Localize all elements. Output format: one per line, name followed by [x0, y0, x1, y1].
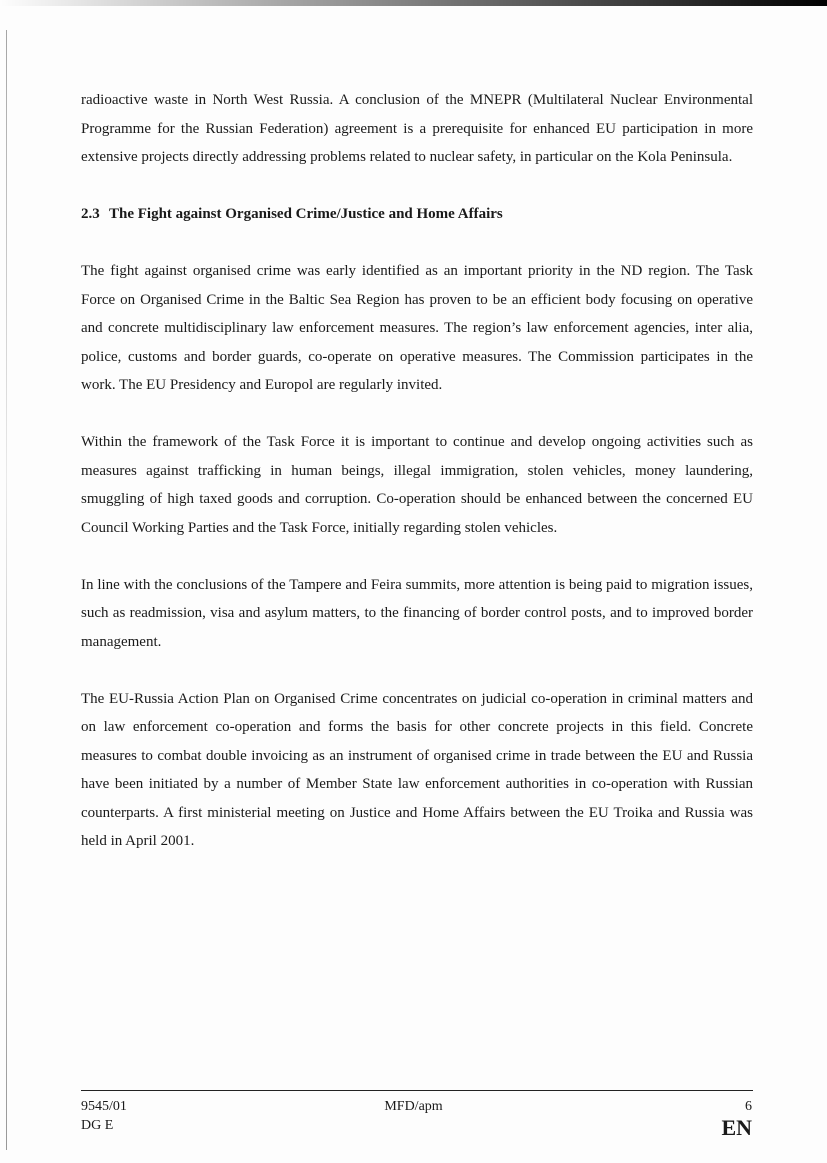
scan-margin-line: [6, 30, 7, 1150]
footer-right: [721, 1097, 752, 1140]
page-body: [81, 86, 753, 856]
section-number: 2.3: [81, 206, 100, 222]
footer-rule: [81, 1090, 753, 1091]
section-heading: [81, 200, 753, 229]
body-paragraph: The fight against organised crime was early identified as an important priority in the ND region. The Task Force on Organised Crime in the Baltic Sea Region has proven to be an efficient body focusing on operative and concrete multidisciplinary law enforcement measures. The region’s law enforcement agencies, inter alia, police, customs and border guards, co-operate on operative measures. The Commission participates in the work. The EU Presidency and Europol are regularly invited.: [81, 263, 753, 393]
doc-number: 9545/01: [81, 1099, 127, 1114]
footer-initials: MFD/apm: [384, 1099, 443, 1114]
language-code: EN: [721, 1115, 752, 1140]
directorate: DG E: [81, 1118, 114, 1133]
page-number: 6: [745, 1099, 752, 1114]
intro-paragraph: radioactive waste in North West Russia. A conclusion of the MNEPR (Multilateral Nuclear Environmental Programme for the Russian Federation) agreement is a prerequisite for enhanced EU participation in more extensive projects directly addressing problems related to nuclear safety, in particular on the Kola Peninsula.: [81, 92, 753, 165]
body-paragraph: Within the framework of the Task Force it is important to continue and develop ongoing activities such as measures against trafficking in human beings, illegal immigration, stolen vehicles, money laundering, smuggling of high taxed goods and corruption. Co-operation should be enhanced between the concerned EU Council Working Parties and the Task Force, initially regarding stolen vehicles.: [81, 434, 753, 536]
body-paragraph: In line with the conclusions of the Tampere and Feira summits, more attention is being paid to migration issues, such as readmission, visa and asylum matters, to the financing of border control posts, and to improved border management.: [81, 576, 753, 650]
body-paragraph: The EU-Russia Action Plan on Organised Crime concentrates on judicial co-operation in criminal matters and on law enforcement co-operation and forms the basis for other concrete projects in this field. Concrete measures to combat double invoicing as an instrument of organised crime in trade between the EU and Russia have been initiated by a number of Member State law enforcement authorities in co-operation with Russian counterparts. A first ministerial meeting on Justice and Home Affairs between the EU Troika and Russia was held in April 2001.: [81, 690, 753, 849]
section-title: The Fight against Organised Crime/Justice and Home Affairs: [109, 206, 503, 222]
top-border-rule: [0, 0, 827, 6]
